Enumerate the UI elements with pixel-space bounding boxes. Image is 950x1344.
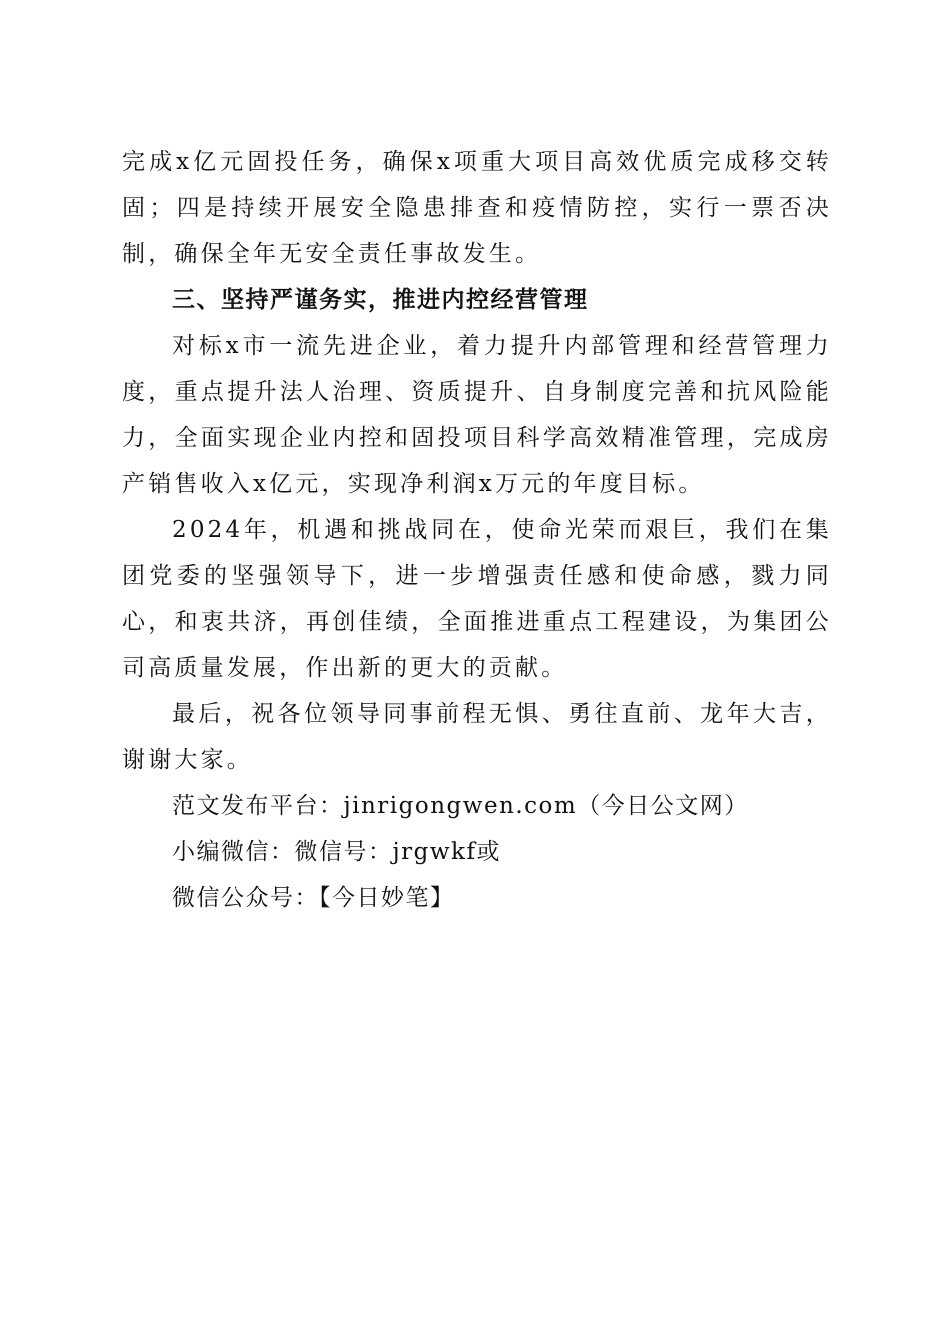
- footer-public-account: 微信公众号：【今日妙笔】: [172, 885, 455, 911]
- document-body: [122, 139, 832, 921]
- footer-editor-wechat: 小编微信：微信号：jrgwkf或: [172, 839, 501, 865]
- paragraph-internal-control: 对标x市一流先进企业，着力提升内部管理和经营管理力度，重点提升法人治理、资质提升、自身制度完善和抗风险能力，全面实现企业内控和固投项目科学高效精准管理，完成房产销售收入x亿元，实现净利润x万元的年度目标。: [122, 333, 832, 497]
- paragraph-final-wishes: 最后，祝各位领导同事前程无惧、勇往直前、龙年大吉，谢谢大家。: [122, 701, 832, 773]
- paragraph-closing: 2024年，机遇和挑战同在，使命光荣而艰巨，我们在集团党委的坚强领导下，进一步增强责任感和使命感，戮力同心，和衷共济，再创佳绩，全面推进重点工程建设，为集团公司高质量发展，作出新的更大的贡献。: [122, 517, 832, 681]
- paragraph-task-continuation: 完成x亿元固投任务，确保x项重大项目高效优质完成移交转固；四是持续开展安全隐患排查和疫情防控，实行一票否决制，确保全年无安全责任事故发生。: [122, 149, 832, 267]
- footer-platform: 范文发布平台：jinrigongwen.com（今日公文网）: [172, 793, 749, 819]
- section-heading: 三、坚持严谨务实，推进内控经营管理: [172, 287, 589, 313]
